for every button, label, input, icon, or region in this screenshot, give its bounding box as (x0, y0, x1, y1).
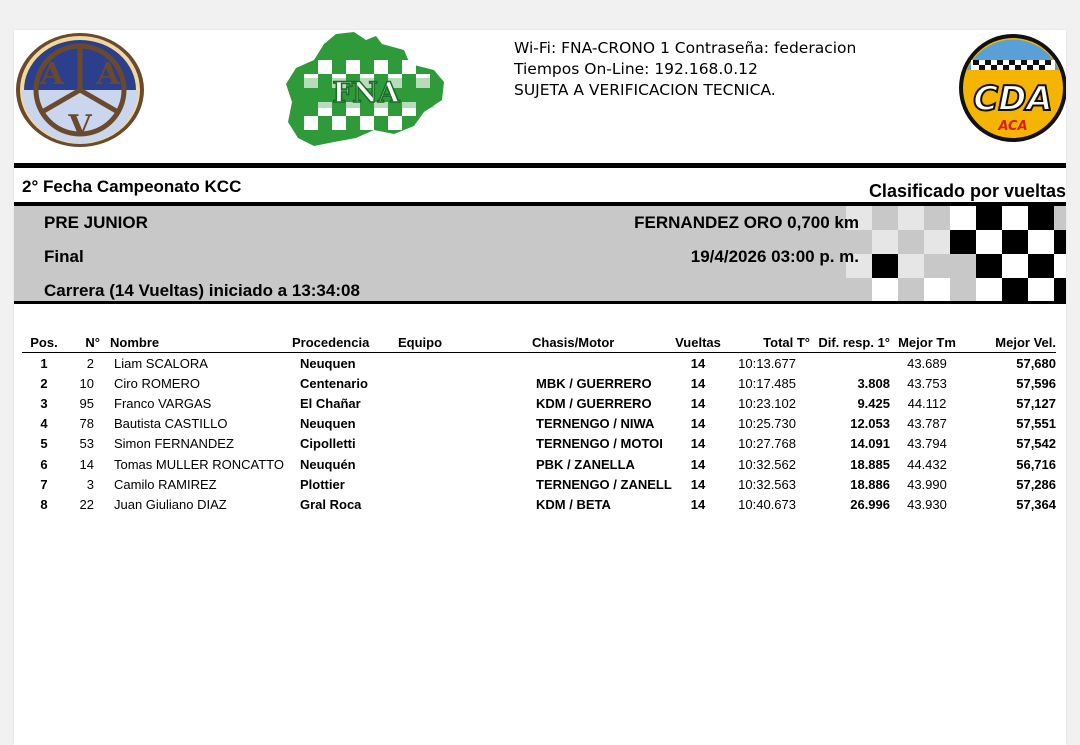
col-header-name: Nombre (110, 333, 292, 353)
cell-from: Neuquen (300, 355, 356, 371)
cell-chassis: KDM / BETA (536, 496, 611, 512)
cell-name: Juan Giuliano DIAZ (114, 496, 227, 512)
table-row (22, 393, 1056, 413)
cell-best-speed: 57,127 (1016, 395, 1056, 411)
cell-diff: 14.091 (850, 436, 890, 452)
cell-diff: 18.886 (850, 476, 890, 492)
cell-chassis: PBK / ZANELLA (536, 456, 635, 472)
cell-team (398, 393, 532, 413)
cell-best-speed: 57,542 (1016, 436, 1056, 452)
cell-from: Cipolletti (300, 436, 356, 452)
cell-pos: 8 (40, 496, 48, 512)
cell-laps: 14 (690, 436, 706, 452)
cell-number: 3 (86, 476, 94, 492)
aav-logo (14, 32, 146, 148)
cell-chassis: TERNENGO / MOTOI (536, 436, 663, 452)
results-table (22, 333, 1056, 515)
cell-chassis: MBK / GUERRERO (536, 375, 652, 391)
col-header-chassis: Chasis/Motor (532, 333, 674, 353)
col-header-number: N° (66, 333, 110, 353)
online-times-line: Tiempos On-Line: 192.168.0.12 (514, 60, 758, 78)
cell-chassis: TERNENGO / NIWA (536, 416, 655, 432)
cell-team (398, 494, 532, 514)
col-header-diff (810, 333, 890, 353)
table-row (22, 454, 1056, 474)
cell-name: Franco VARGAS (114, 395, 212, 411)
cell-total: 10:23.102 (738, 395, 796, 411)
svg-text:FNA: FNA (332, 76, 400, 109)
cda-logo (957, 30, 1066, 146)
cell-number: 95 (79, 395, 94, 411)
cell-laps: 14 (690, 476, 706, 492)
cell-best-speed: 57,551 (1016, 416, 1056, 432)
cell-name: Camilo RAMIREZ (114, 476, 217, 492)
col-header-laps: Vueltas (674, 333, 722, 353)
race-info-label: Carrera (14 Vueltas) iniciado a 13:34:08 (44, 281, 360, 300)
cell-best-speed: 57,364 (1016, 496, 1056, 512)
col-header-total: Total T° (722, 333, 810, 353)
category-label: PRE JUNIOR (44, 213, 148, 232)
cell-team (398, 373, 532, 393)
cell-diff: 12.053 (850, 416, 890, 432)
cell-best-speed: 57,596 (1016, 375, 1056, 391)
cell-total: 10:25.730 (738, 416, 796, 432)
cell-team (398, 474, 532, 494)
cell-best-speed: 56,716 (1016, 456, 1056, 472)
cell-total: 10:17.485 (738, 375, 796, 391)
cell-from: Neuquen (300, 416, 356, 432)
cell-best-time: 44.112 (907, 395, 947, 411)
cell-from: Gral Roca (300, 496, 362, 512)
cell-diff: 3.808 (857, 375, 890, 391)
svg-text:V: V (68, 109, 92, 144)
cell-laps: 14 (690, 395, 706, 411)
wifi-line: Wi-Fi: FNA-CRONO 1 Contraseña: federacion (514, 39, 857, 57)
col-header-diff-text: Dif. resp. 1° (818, 335, 890, 350)
cell-name: Liam SCALORA (114, 355, 208, 371)
fna-logo (284, 30, 446, 146)
cell-best-time: 44.432 (907, 456, 947, 472)
sort-label: Clasificado por vueltas (868, 181, 1066, 201)
table-row (22, 494, 1056, 514)
table-row (22, 434, 1056, 454)
cell-chassis (532, 353, 674, 374)
verification-line: SUJETA A VERIFICACION TECNICA. (514, 81, 776, 99)
cell-best-time: 43.930 (907, 496, 947, 512)
cell-laps: 14 (690, 496, 706, 512)
cell-from: El Chañar (300, 395, 361, 411)
cell-chassis: KDM / GUERRERO (536, 395, 652, 411)
col-header-pos: Pos. (22, 333, 66, 353)
svg-text:A: A (40, 57, 64, 92)
cell-best-time: 43.689 (907, 355, 947, 371)
cell-best-time: 43.794 (907, 436, 947, 452)
cell-from: Plottier (300, 476, 345, 492)
table-row (22, 474, 1056, 494)
cell-laps: 14 (690, 355, 706, 371)
cell-name: Tomas MULLER RONCATTO (114, 456, 284, 472)
svg-text:A: A (96, 57, 120, 92)
track-label: FERNANDEZ ORO 0,700 km (634, 213, 859, 232)
datetime-label: 19/4/2026 03:00 p. m. (690, 247, 859, 266)
cell-pos: 2 (40, 375, 48, 391)
checkered-flag-graphic (846, 206, 1066, 302)
svg-text:ACA: ACA (998, 119, 1028, 134)
event-info-block (514, 38, 856, 101)
table-header-row (22, 333, 1056, 353)
cell-diff: 18.885 (850, 456, 890, 472)
cell-from: Centenario (300, 375, 368, 391)
cell-team (398, 454, 532, 474)
cell-best-speed: 57,286 (1016, 476, 1056, 492)
cell-chassis: TERNENGO / ZANELL (536, 476, 672, 492)
cell-total: 10:40.673 (738, 496, 796, 512)
cell-best-time: 43.990 (907, 476, 947, 492)
cell-number: 10 (79, 375, 94, 391)
cell-number: 2 (86, 355, 94, 371)
cell-laps: 14 (690, 456, 706, 472)
col-header-best-speed: Mejor Vel. (964, 333, 1056, 353)
cell-pos: 5 (40, 436, 48, 452)
cell-name: Bautista CASTILLO (114, 416, 228, 432)
results-sheet (14, 30, 1066, 745)
cell-diff (810, 353, 890, 374)
cell-number: 14 (79, 456, 94, 472)
cell-pos: 3 (40, 395, 48, 411)
cell-best-speed: 57,680 (1016, 355, 1056, 371)
cell-name: Ciro ROMERO (114, 375, 200, 391)
cell-pos: 4 (40, 416, 48, 432)
cell-pos: 7 (40, 476, 48, 492)
cell-laps: 14 (690, 375, 706, 391)
cell-from: Neuquén (300, 456, 356, 472)
cell-number: 53 (79, 436, 94, 452)
session-label: Final (44, 247, 84, 266)
table-row (22, 414, 1056, 434)
cell-best-time: 43.753 (907, 375, 947, 391)
cell-number: 22 (79, 496, 94, 512)
event-title: 2° Fecha Campeonato KCC (22, 177, 242, 196)
cell-total: 10:32.562 (738, 456, 796, 472)
cell-number: 78 (79, 416, 94, 432)
cell-pos: 6 (40, 456, 48, 472)
col-header-team: Equipo (398, 333, 532, 353)
svg-text:CDA: CDA (973, 79, 1053, 119)
cell-team (398, 353, 532, 374)
col-header-from: Procedencia (292, 333, 398, 353)
cell-total: 10:13.677 (738, 355, 796, 371)
divider (14, 163, 1066, 168)
cell-team (398, 414, 532, 434)
col-header-best-time: Mejor Tm (890, 333, 964, 353)
cell-pos: 1 (40, 355, 48, 371)
cell-name: Simon FERNANDEZ (114, 436, 234, 452)
cell-laps: 14 (690, 416, 706, 432)
cell-best-time: 43.787 (907, 416, 947, 432)
cell-total: 10:27.768 (738, 436, 796, 452)
divider (14, 301, 1066, 304)
cell-diff: 9.425 (857, 395, 890, 411)
table-row (22, 353, 1056, 374)
cell-team (398, 434, 532, 454)
table-row (22, 373, 1056, 393)
cell-total: 10:32.563 (738, 476, 796, 492)
cell-diff: 26.996 (850, 496, 890, 512)
